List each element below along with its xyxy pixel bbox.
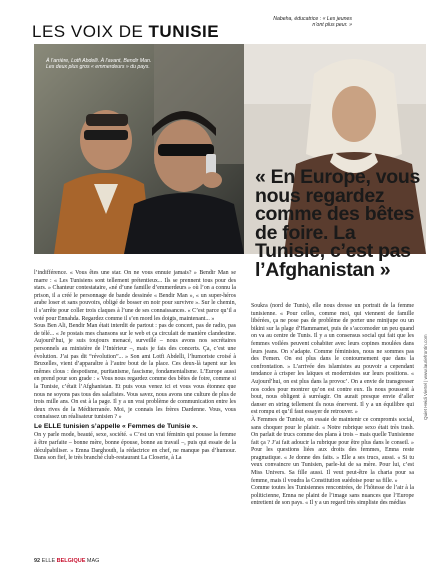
body-left-paragraph-2: Sous Ben Ali, Bendir Man était interdit de partout : pas de concert, pas de radio, pas de télé... « Je postais mes chansons sur le web et ça circulait de manière clandestine. Aujourd’hui, je suis toujours menacé, surveillé – nous avons nos secrétaires personnels au ministère de l’Intérieur –, mais je fais des concerts. Ça, c’est une évolution. J’ai pas dit “révolution”... » Son ami Lotfi Abdelli, l’humoriste croisé à Bruxelles, vient d’apparaître à l’autre bout de la place. Ces deux-là tapent sur les mêmes clous : despotisme, puritanisme, fascisme, fondamentalisme. L’Europe aussi en prend pour son grade : « Vous nous regardez comme des bêtes de foire, comme si la Tunisie, c’était l’Afghanistan. Et puis vous venez ici et vous vous étonnez que nous ne soyons pas tous des salafistes. Vous savez, nous avons une culture de plus de trois mille ans. On est à la page. Il y a un vrai problème de communication entre les deux rives de la Méditerranée. Moi, je connais les frères Dardenne. Vous, vous connaissez un réalisateur tunisien ? » (34, 323, 236, 421)
body-column-right (251, 303, 414, 508)
pull-quote: « En Europe, vous nous regardez comme des bêtes de foire. La Tunisie, c’est pas l’Afghanistan » (255, 166, 421, 281)
footer-issue: MAG (86, 558, 100, 564)
body-right-paragraph-1: Soukra (nord de Tunis), elle nous dresse un portrait de la femme tunisienne. « Pour celles, comme moi, qui viennent de famille libérées, ça ne pose pas de problème de porter une minijupe ou un bikini sur la plage d’Hammamet, puis de s’accomoder un peu quand on va au centre de Tunis. Il y a un consensus social qui fait que les femmes voilées peuvent cohabiter avec leurs copines moulées dans leurs jeans. On s’adapte. Comme féministes, nous ne sommes pas des Femen. On est plus dans le contournement que dans la confrontation. » L’arrivée des islamistes au pouvoir a cependant tendance à crisper les laïques et modernistes sur leurs positions. « Aujourd’hui, on est plus dans la provoc’. On a envie de transgresser nos codes pour montrer qu’on est contre eux. Ils nous poussent à bout, nous obligent à surréagir. On aurait presque envie d’aller danser en string tellement ils nous énervent. Il y a un équilibre qui est rompu et qu’il faut essayer de retrouver. » (251, 303, 414, 416)
body-left-subheading: Le ELLE tunisien s’appelle « Femmes de Tunisie ». (34, 422, 198, 430)
photo-two-men (34, 44, 244, 254)
body-right-paragraph-3: Comme toutes les Tunisiennes rencontrées, de l’hôtesse de l’air à la politicienne, Emna ne plaint de l’image sans nuances que l’Europe entretient de son pays. « Il y a un regard très simpliste des médias (251, 485, 414, 507)
photo-two-men-image (34, 44, 244, 254)
body-right-paragraph-2: À Femmes de Tunisie, on essaie de maintenir ce compromis social, sans choquer pour le plaisir. « Notre rubrique sexo était très trash. On parlait de trucs comme des plans à trois – mais quelle Tunisienne fait ça ? J’ai fait adoucir la rubrique pour être plus dans le conseil. » Pour les questions liées aux droits des femmes, Emna reste pragmatique. « Je donne des faits. » Elle a ses trucs, aussi. « Si tu veux convaincre un Tunisien, parle-lui de sa mère. Pour lui, c’est Miss Univers. Sa fille aussi. Il veut peut-être la charia pour sa femme, mais il voudra la Constitution suédoise pour sa fille. » (251, 416, 414, 484)
section-header-bold: TUNISIE (148, 22, 220, 41)
photo-credit: Quiet Heidi Viertel | www.lauriefrontin.com (423, 334, 428, 420)
page-number: 92 (34, 558, 41, 564)
footer-brand: ELLE (41, 558, 56, 564)
section-header-light: LES VOIX DE (32, 22, 149, 41)
body-left-paragraph-3: On y parle mode, beauté, sexe, société. « C’est un vrai féminin qui pousse la femme à être parfaite – bonne mère, bonne épouse, bonne au travail –, puis qui essaie de la déculpabiliser. » Emna Darghouth, la rédactrice en chef, ne manque pas d’humour. Dans son fief, le très branché club-restaurant La Closerie, à La (34, 432, 236, 462)
page-footer (34, 558, 99, 564)
photo-caption-left: À l’arrière, Lotfi Abdelli. À l’avant, Bendir Man. Les deux plus gros « emmerdeurs » du pays. (46, 58, 152, 71)
photo-caption-right: Nabeha, éducatrice : « Les jeunes n’ont plus peur. » (273, 16, 352, 29)
footer-magazine: BELGIQUE (56, 558, 86, 564)
body-left-paragraph-1: l’indifférence. « Vous êtes une star. On ne vous ennuie jamais? » Bendir Man se marre : « Les Tunisiens sont tellement prétentieux... Ils se prennent tous pour des stars. » Chanteur contestataire, «né d’une famille d’emmerdeurs » où l’on a connu la prison, il a créé le personnage de bande dessinée « Bendir Man », « un super-héros arabe loser et sans pouvoirs, obligé de bosser en noir pour survivre ». Sur le chemin, il s’arrête pour coller trois claques à l’une de ses connaissances. « C’est parce qu’il a voté pour Ennahda. Regardez comme il s’en mord les doigts, maintenant... » (34, 270, 236, 322)
body-column-left (34, 270, 236, 463)
section-header (32, 22, 219, 42)
